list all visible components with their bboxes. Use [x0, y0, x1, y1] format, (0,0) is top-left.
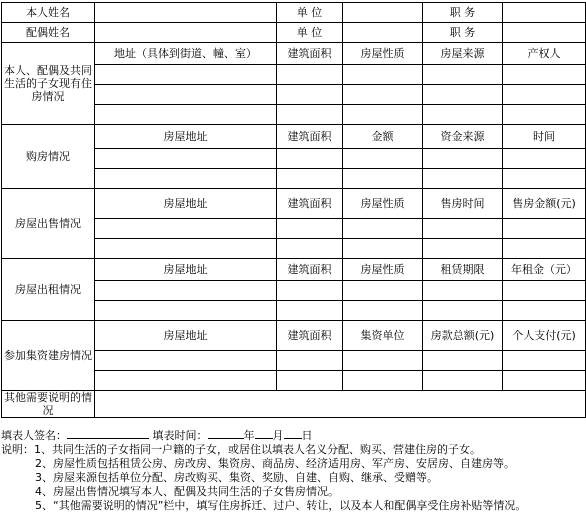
rent-header: 年租金（元）	[503, 259, 586, 281]
spouse-title-label: 职 务	[423, 23, 503, 43]
current-housing-header: 房屋来源	[423, 43, 503, 65]
sale-header: 房屋地址	[95, 189, 277, 219]
self-name-field[interactable]	[95, 3, 277, 23]
cell[interactable]	[343, 169, 423, 189]
cell[interactable]	[277, 351, 343, 371]
note-5: 5、“其他需要说明的情况”栏中，填写住房拆迁、过户、转让，以及本人和配偶享受住房补贴等情况。	[35, 499, 527, 512]
cell[interactable]	[503, 371, 586, 391]
collective-header: 房款总额(元)	[423, 321, 503, 351]
current-housing-label: 本人、配偶及共同生活的子女现有住房情况	[2, 43, 95, 125]
self-row	[2, 3, 586, 23]
cell[interactable]	[95, 85, 277, 105]
cell[interactable]	[503, 301, 586, 321]
month-field[interactable]	[255, 428, 273, 439]
cell[interactable]	[503, 65, 586, 85]
cell[interactable]	[423, 105, 503, 125]
current-housing-header: 房屋性质	[343, 43, 423, 65]
cell[interactable]	[95, 371, 277, 391]
sale-header: 售房金额(元)	[503, 189, 586, 219]
cell[interactable]	[277, 239, 343, 259]
cell[interactable]	[277, 85, 343, 105]
rent-header-row	[2, 259, 586, 281]
form-table	[1, 2, 586, 418]
day-field[interactable]	[284, 428, 302, 439]
cell[interactable]	[503, 351, 586, 371]
cell[interactable]	[277, 219, 343, 239]
cell[interactable]	[343, 65, 423, 85]
year-field[interactable]	[208, 428, 244, 439]
cell[interactable]	[343, 85, 423, 105]
housing-declaration-form	[1, 2, 585, 426]
cell[interactable]	[95, 281, 277, 301]
sale-header-row	[2, 189, 586, 219]
year-label: 年	[243, 429, 255, 442]
cell[interactable]	[95, 351, 277, 371]
rent-header: 租赁期限	[423, 259, 503, 281]
current-housing-header: 地址（具体到街道、幢、室）	[95, 43, 277, 65]
purchase-header: 建筑面积	[277, 125, 343, 149]
cell[interactable]	[343, 239, 423, 259]
cell[interactable]	[423, 85, 503, 105]
spouse-name-label: 配偶姓名	[2, 23, 95, 43]
self-name-label: 本人姓名	[2, 3, 95, 23]
purchase-header-row	[2, 125, 586, 149]
cell[interactable]	[95, 219, 277, 239]
cell[interactable]	[343, 371, 423, 391]
collective-header: 个人支付(元)	[503, 321, 586, 351]
sale-header: 房屋性质	[343, 189, 423, 219]
cell[interactable]	[343, 149, 423, 169]
other-row	[2, 391, 586, 418]
cell[interactable]	[503, 105, 586, 125]
cell[interactable]	[95, 65, 277, 85]
cell[interactable]	[343, 351, 423, 371]
spouse-row	[2, 23, 586, 43]
cell[interactable]	[503, 85, 586, 105]
rent-header: 建筑面积	[277, 259, 343, 281]
current-housing-header: 产权人	[503, 43, 586, 65]
spouse-name-field[interactable]	[95, 23, 277, 43]
cell[interactable]	[277, 301, 343, 321]
sale-header: 建筑面积	[277, 189, 343, 219]
cell[interactable]	[423, 239, 503, 259]
cell[interactable]	[277, 65, 343, 85]
cell[interactable]	[423, 149, 503, 169]
spouse-unit-field[interactable]	[343, 23, 423, 43]
self-unit-field[interactable]	[343, 3, 423, 23]
spouse-title-field[interactable]	[503, 23, 586, 43]
cell[interactable]	[503, 219, 586, 239]
cell[interactable]	[503, 239, 586, 259]
collective-header: 房屋地址	[95, 321, 277, 351]
current-housing-header: 建筑面积	[277, 43, 343, 65]
form-footer	[1, 428, 585, 513]
sale-label: 房屋出售情况	[2, 189, 95, 259]
rent-header: 房屋地址	[95, 259, 277, 281]
collective-header: 建筑面积	[277, 321, 343, 351]
self-unit-label: 单 位	[277, 3, 343, 23]
sale-header: 售房时间	[423, 189, 503, 219]
signature-line	[1, 428, 585, 443]
self-title-label: 职 务	[423, 3, 503, 23]
cell[interactable]	[95, 149, 277, 169]
filler-signature-field[interactable]	[67, 428, 149, 439]
rent-header: 房屋性质	[343, 259, 423, 281]
other-field[interactable]	[95, 391, 586, 418]
cell[interactable]	[277, 169, 343, 189]
other-label: 其他需要说明的情况	[2, 391, 95, 418]
note-1: 说明：1、共同生活的子女指同一户籍的子女，或居住以填表人名义分配、购买、营建住房的子女。	[1, 443, 481, 456]
cell[interactable]	[423, 371, 503, 391]
cell[interactable]	[95, 239, 277, 259]
cell[interactable]	[343, 281, 423, 301]
filler-label: 填表人签名：	[1, 429, 67, 442]
cell[interactable]	[95, 301, 277, 321]
fill-time-label: 填表时间：	[152, 429, 208, 442]
note-2: 2、房屋性质包括租赁公房、房改房、集资房、商品房、经济适用房、军产房、安居房、自建房等。	[35, 457, 515, 470]
cell[interactable]	[343, 301, 423, 321]
month-label: 月	[272, 429, 284, 442]
cell[interactable]	[343, 219, 423, 239]
cell[interactable]	[503, 169, 586, 189]
purchase-header: 资金来源	[423, 125, 503, 149]
current-housing-header-row	[2, 43, 586, 65]
cell[interactable]	[277, 281, 343, 301]
cell[interactable]	[343, 105, 423, 125]
note-3: 3、房屋来源包括单位分配、房改购买、集资、奖励、自建、自购、继承、受赠等。	[35, 471, 438, 484]
purchase-label: 购房情况	[2, 125, 95, 189]
cell[interactable]	[503, 281, 586, 301]
collective-label: 参加集资建房情况	[2, 321, 95, 391]
cell[interactable]	[277, 149, 343, 169]
cell[interactable]	[277, 105, 343, 125]
day-label: 日	[301, 429, 313, 442]
cell[interactable]	[277, 371, 343, 391]
rent-label: 房屋出租情况	[2, 259, 95, 321]
cell[interactable]	[423, 301, 503, 321]
note-4: 4、房屋出售情况填写本人、配偶及共同生活的子女售房情况。	[35, 485, 339, 498]
cell[interactable]	[503, 149, 586, 169]
purchase-header: 房屋地址	[95, 125, 277, 149]
collective-header-row	[2, 321, 586, 351]
cell[interactable]	[423, 65, 503, 85]
cell[interactable]	[95, 105, 277, 125]
cell[interactable]	[423, 169, 503, 189]
collective-header: 集资单位	[343, 321, 423, 351]
cell[interactable]	[95, 169, 277, 189]
cell[interactable]	[423, 219, 503, 239]
self-title-field[interactable]	[503, 3, 586, 23]
purchase-header: 时间	[503, 125, 586, 149]
spouse-unit-label: 单 位	[277, 23, 343, 43]
cell[interactable]	[423, 281, 503, 301]
cell[interactable]	[423, 351, 503, 371]
purchase-header: 金额	[343, 125, 423, 149]
